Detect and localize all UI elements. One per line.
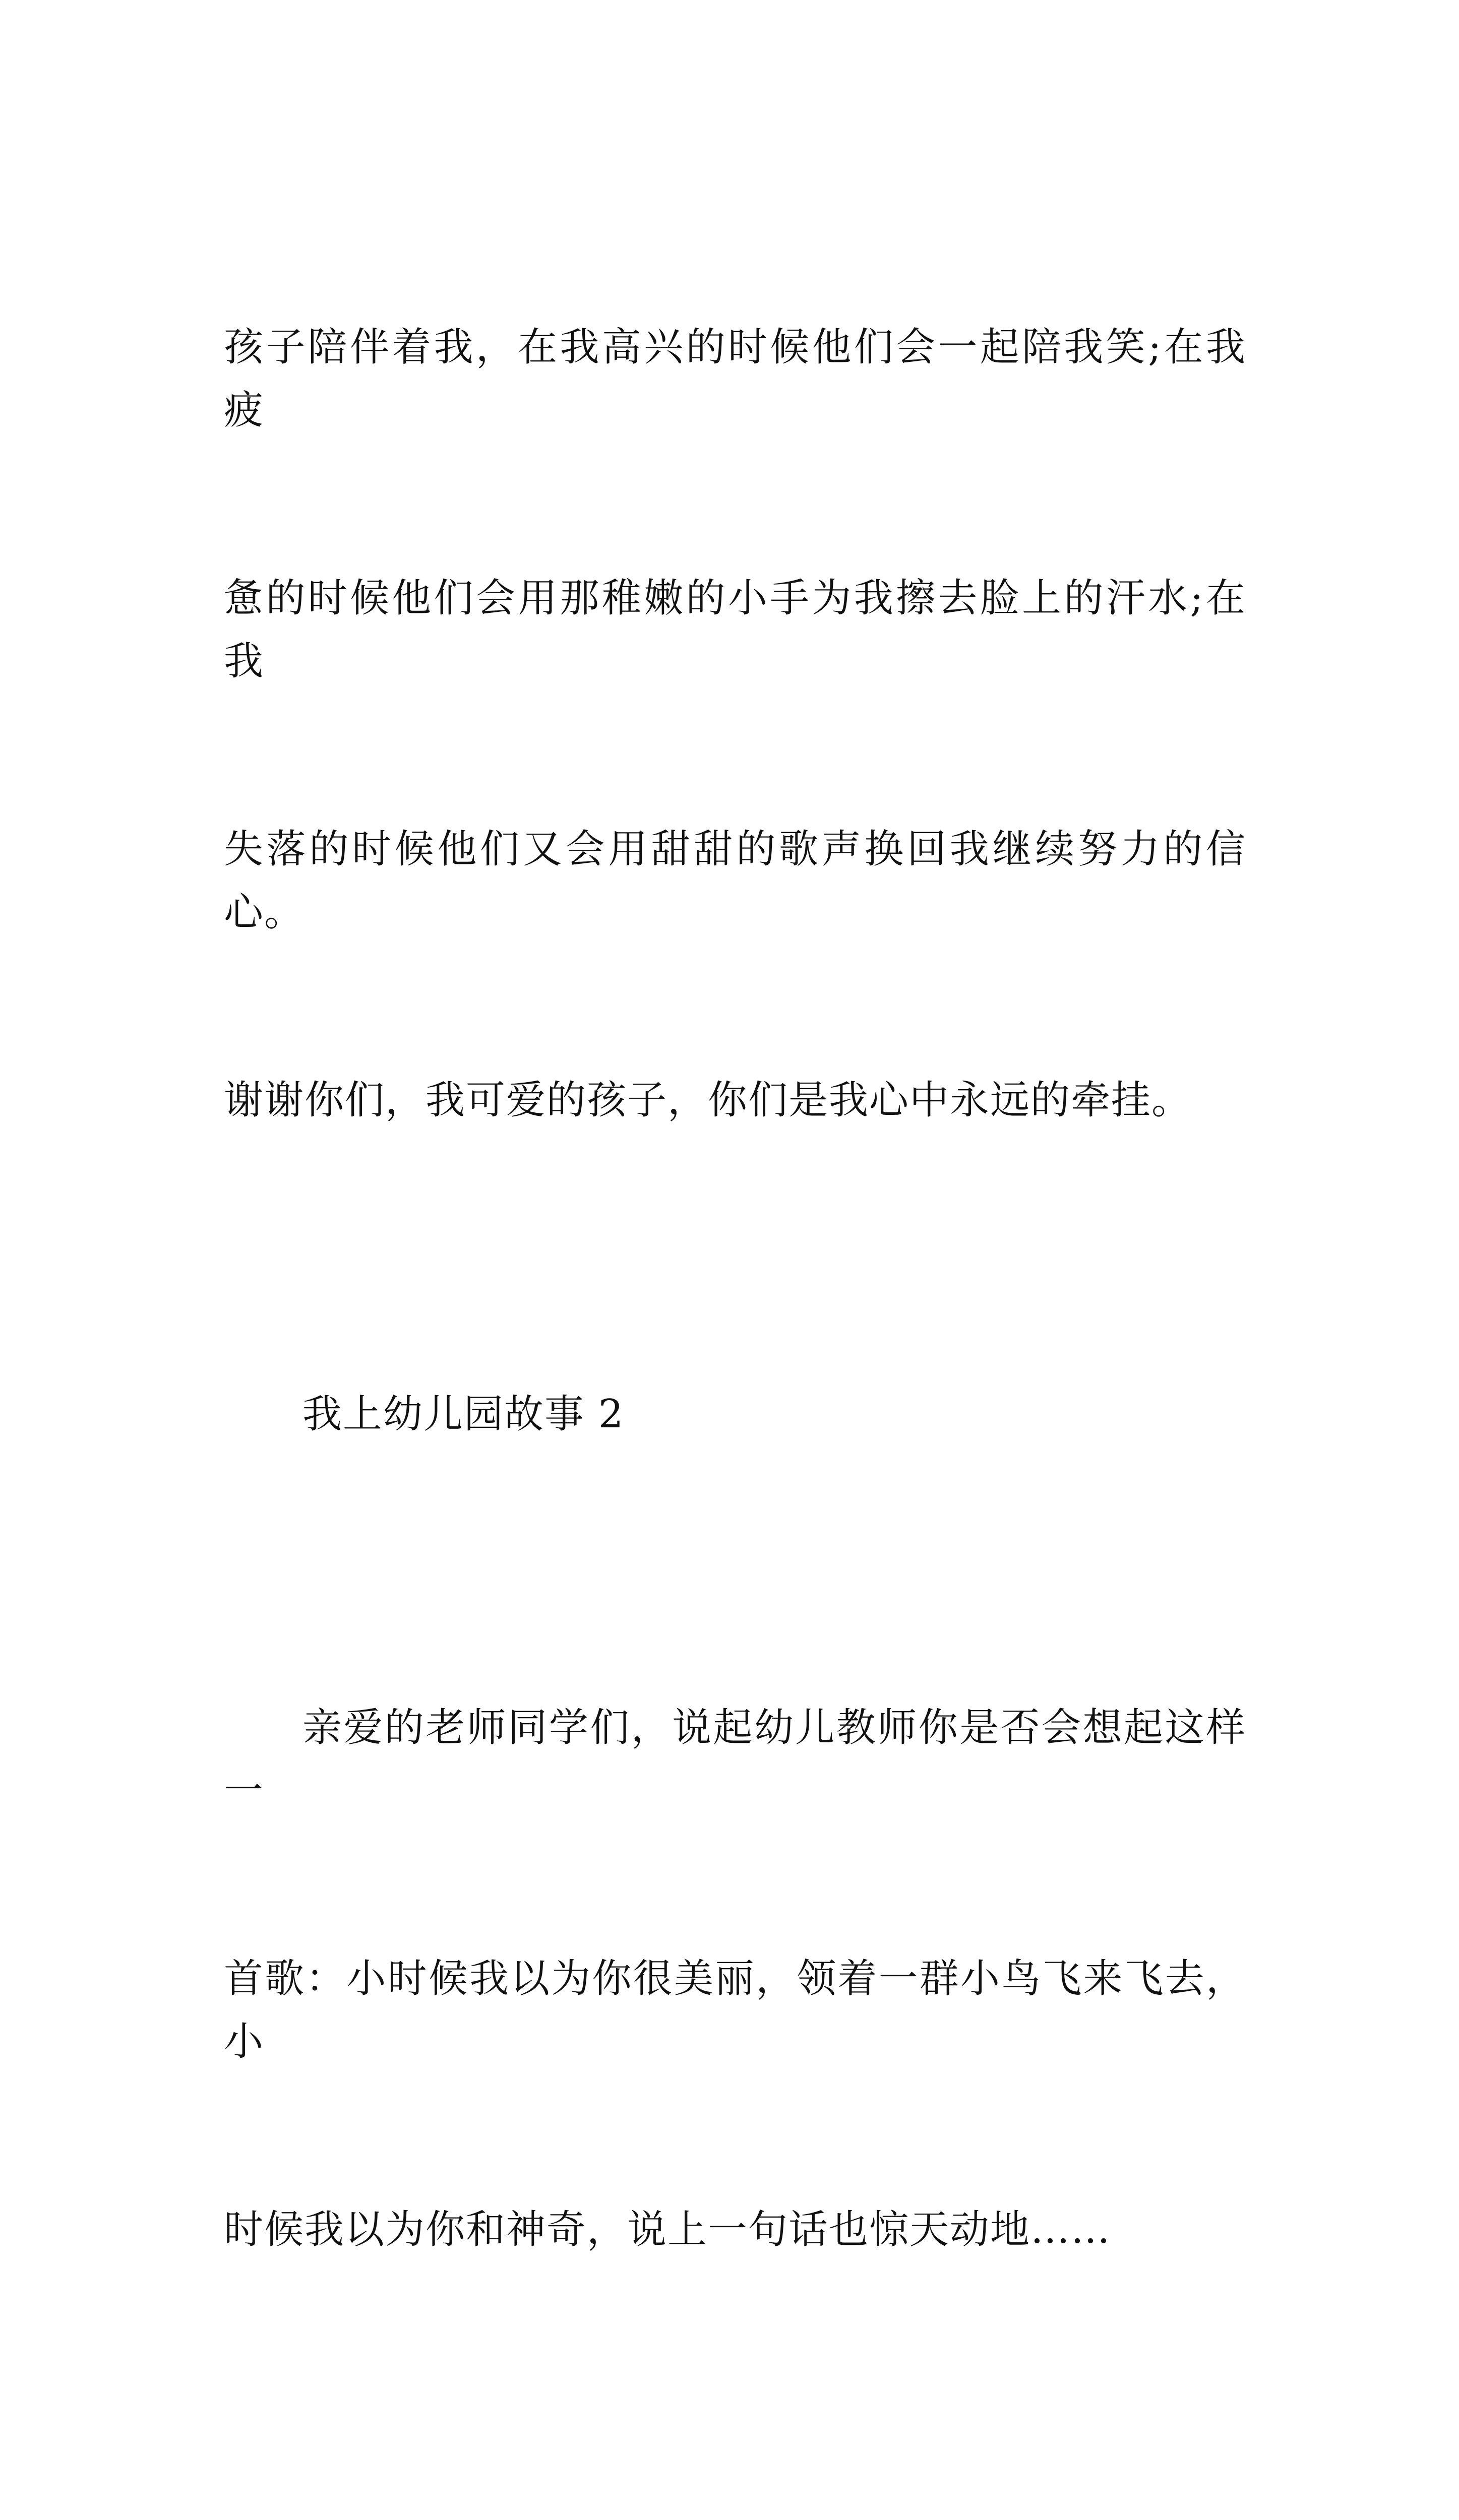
text-line: 首歌：小时候我以为你很美丽，领着一群小鸟飞来飞去，小 (224, 1947, 1246, 2073)
document-body (224, 191, 1246, 2520)
text-line: 亲爱的老师同学们，说起幼儿教师你是否会想起这样一 (224, 1696, 1246, 1822)
text-line (224, 2512, 1246, 2520)
text-line: 惫的时候他们会用那稚嫩的小手为我擦去脸上的汗水;在我 (224, 567, 1246, 692)
paragraph-3 (224, 2387, 1246, 2520)
text-line: 失落的时候他们又会用甜甜的歌声换回我继续努力的信心。 (224, 818, 1246, 943)
text-line: 时候我以为你和神奇，说上一句话也惊天动地…… (224, 2198, 1246, 2261)
paragraph-1 (224, 191, 1246, 1257)
paragraph-2 (224, 1571, 1246, 2387)
section-title: 我上幼儿园故事 2 (224, 1383, 1246, 1446)
text-line: 孩子陪伴着我，在我高兴的时候他们会一起陪我笑;在我疲 (224, 316, 1246, 442)
text-line: 谢谢你们，我可爱的孩子，你们是我心中永远的牵挂。 (224, 1069, 1246, 1132)
section-heading (224, 1257, 1246, 1571)
